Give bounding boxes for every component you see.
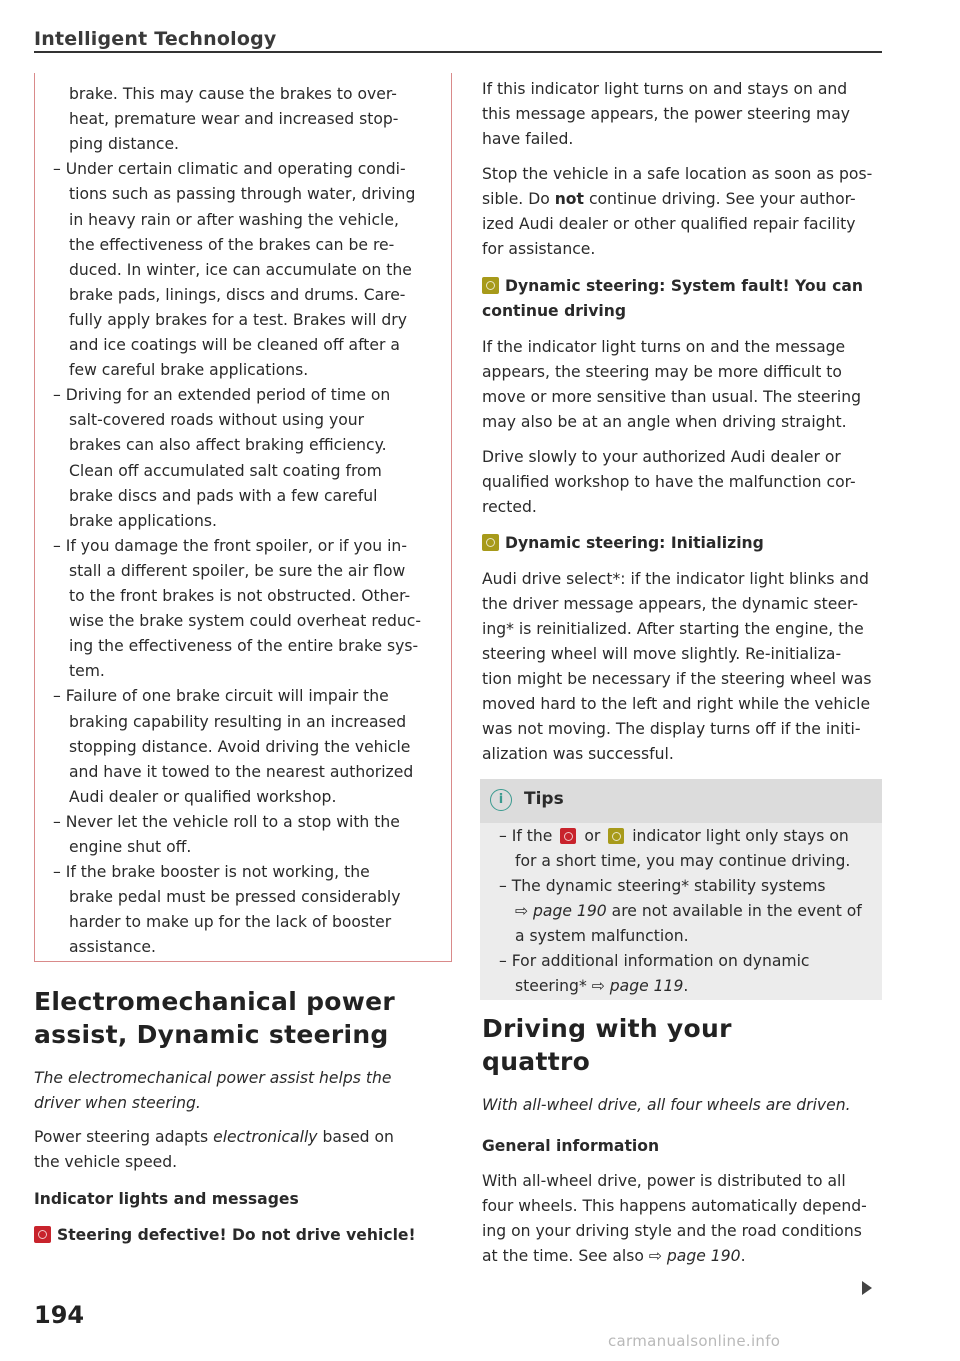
message-text: Dynamic steering: Initializing bbox=[505, 534, 764, 552]
text-run: at the time. See also ⇨ bbox=[482, 1247, 667, 1265]
warning-text-line: brake. This may cause the brakes to over- bbox=[69, 85, 397, 103]
page-reference-link[interactable]: page 119 bbox=[609, 977, 684, 995]
page-number: 194 bbox=[34, 1301, 85, 1329]
text-run: steering* ⇨ bbox=[515, 977, 610, 995]
tip-item bbox=[499, 824, 849, 849]
warning-text-line: Audi dealer or qualified workshop. bbox=[69, 787, 337, 806]
body-text: rected. bbox=[482, 498, 537, 516]
steering-warning-yellow-icon bbox=[608, 828, 624, 844]
warning-text-line: wise the brake system could overheat reduc- bbox=[69, 612, 421, 631]
warning-text-line: brakes can also affect braking efficiency. bbox=[69, 436, 387, 455]
body-text: the vehicle speed. bbox=[34, 1153, 178, 1171]
warning-text-line: and have it towed to the nearest authorized bbox=[69, 762, 414, 781]
body-text: the driver message appears, the dynamic steer- bbox=[482, 595, 859, 613]
message-text: Steering defective! Do not drive vehicle! bbox=[57, 1226, 416, 1244]
section-title: Electromechanical power bbox=[34, 987, 396, 1016]
warning-text-line: engine shut off. bbox=[69, 838, 192, 856]
watermark: carmanualsonline.info bbox=[608, 1332, 781, 1350]
warning-text-line: the effectiveness of the brakes can be re- bbox=[69, 235, 395, 254]
body-text: appears, the steering may be more difficult to bbox=[482, 363, 842, 381]
section-title: Driving with your bbox=[482, 1014, 732, 1043]
message-text-cont: continue driving bbox=[482, 302, 627, 320]
text-run: . bbox=[683, 977, 689, 995]
steering-warning-red-icon bbox=[560, 828, 576, 844]
warning-text-line: brake discs and pads with a few careful bbox=[69, 486, 378, 505]
warning-bullet-line: – If you damage the front spoiler, or if you in- bbox=[53, 536, 407, 555]
message-steering-defective bbox=[34, 1223, 416, 1248]
text-run: are not available in the event of bbox=[606, 902, 862, 920]
body-text: this message appears, the power steering may bbox=[482, 105, 850, 123]
body-text: may also be at an angle when driving straight. bbox=[482, 413, 847, 431]
warning-text-line: few careful brake applications. bbox=[69, 361, 309, 380]
tip-item: – For additional information on dynamic bbox=[499, 952, 810, 970]
warning-text-line: and ice coatings will be cleaned off after a bbox=[69, 336, 400, 354]
body-text bbox=[34, 1125, 394, 1150]
text-run: continue driving. See your author- bbox=[583, 190, 856, 208]
body-text: qualified workshop to have the malfunction cor- bbox=[482, 473, 856, 491]
tip-item-cont: a system malfunction. bbox=[515, 927, 689, 945]
warning-text-line: tem. bbox=[69, 662, 105, 681]
warning-bullet-line: – Under certain climatic and operating condi- bbox=[53, 160, 406, 179]
body-text: If the indicator light turns on and the message bbox=[482, 338, 846, 356]
body-text: With all-wheel drive, power is distributed to all bbox=[482, 1172, 846, 1190]
body-text: steering wheel will move slightly. Re-initializa- bbox=[482, 645, 842, 663]
subheading-indicator-lights: Indicator lights and messages bbox=[34, 1190, 299, 1208]
body-text: tion might be necessary if the steering wheel was bbox=[482, 670, 872, 688]
body-text: for assistance. bbox=[482, 240, 596, 258]
tip-item-cont bbox=[515, 899, 862, 924]
warning-text-line: braking capability resulting in an increased bbox=[69, 712, 407, 731]
triangle-right-icon bbox=[862, 1281, 872, 1295]
tips-header bbox=[480, 779, 882, 823]
warning-text-line: tions such as passing through water, driving bbox=[69, 185, 416, 204]
warning-text-line: assistance. bbox=[69, 938, 156, 957]
warning-box bbox=[34, 73, 452, 962]
section-intro: With all-wheel drive, all four wheels are driven. bbox=[482, 1096, 851, 1114]
warning-text-line: salt-covered roads without using your bbox=[69, 411, 365, 430]
warning-text-line: brake pads, linings, discs and drums. Care- bbox=[69, 285, 406, 304]
body-text: four wheels. This happens automatically depend- bbox=[482, 1197, 867, 1215]
warning-text-line: in heavy rain or after washing the vehicle, bbox=[69, 210, 399, 229]
text-run: . bbox=[740, 1247, 746, 1265]
page-reference-link[interactable]: page 190 bbox=[666, 1247, 741, 1265]
section-intro: The electromechanical power assist helps the bbox=[34, 1069, 392, 1087]
warning-text-line: brake pedal must be pressed considerably bbox=[69, 888, 401, 907]
page-reference-link[interactable]: page 190 bbox=[533, 902, 607, 920]
warning-bullet-line: – Never let the vehicle roll to a stop with the bbox=[53, 812, 400, 831]
message-text: Dynamic steering: System fault! You can bbox=[505, 277, 863, 295]
tip-item: – The dynamic steering* stability systems bbox=[499, 877, 826, 895]
tip-item-cont: for a short time, you may continue driving. bbox=[515, 852, 851, 870]
text-run: based on bbox=[317, 1128, 394, 1146]
message-system-fault bbox=[482, 274, 863, 299]
warning-bullet-line: – If the brake booster is not working, the bbox=[53, 863, 370, 882]
warning-text-line: fully apply brakes for a test. Brakes will dry bbox=[69, 310, 407, 329]
warning-text-line: to the front brakes is not obstructed. Other- bbox=[69, 587, 411, 605]
steering-warning-red-icon bbox=[34, 1226, 51, 1243]
text-run: sible. Do bbox=[482, 190, 555, 208]
body-text: ized Audi dealer or other qualified repair facility bbox=[482, 215, 856, 233]
text-run: or bbox=[579, 827, 606, 845]
warning-text-line: stall a different spoiler, be sure the air flow bbox=[69, 561, 406, 580]
body-text: Audi drive select*: if the indicator light blinks and bbox=[482, 570, 869, 588]
body-text: was not moving. The display turns off if the initi- bbox=[482, 720, 861, 738]
warning-bullet-line: – Failure of one brake circuit will impair the bbox=[53, 687, 389, 706]
body-text: alization was successful. bbox=[482, 745, 674, 763]
warning-text-line: duced. In winter, ice can accumulate on the bbox=[69, 260, 412, 279]
steering-warning-yellow-icon bbox=[482, 534, 499, 551]
body-text: Stop the vehicle in a safe location as soon as pos- bbox=[482, 165, 873, 183]
tips-label: Tips bbox=[524, 789, 564, 809]
message-initializing bbox=[482, 531, 764, 556]
warning-text-line: harder to make up for the lack of booster bbox=[69, 913, 392, 932]
body-text: If this indicator light turns on and stays on and bbox=[482, 80, 848, 98]
warning-text-line: heat, premature wear and increased stop- bbox=[69, 110, 399, 129]
text-run: Power steering adapts bbox=[34, 1128, 214, 1146]
text-run: – If the bbox=[499, 827, 558, 845]
warning-text-line: brake applications. bbox=[69, 511, 217, 530]
warning-text-line: ing the effectiveness of the entire brake sys- bbox=[69, 637, 419, 656]
arrow-ref-icon: ⇨ bbox=[515, 902, 534, 920]
tip-item-cont bbox=[515, 974, 688, 999]
warning-bullet-line: – Driving for an extended period of time on bbox=[53, 386, 391, 405]
body-text bbox=[482, 1244, 746, 1269]
text-run: indicator light only stays on bbox=[627, 827, 849, 845]
warning-text-line: Clean off accumulated salt coating from bbox=[69, 461, 382, 480]
body-text: ing* is reinitialized. After starting the engine, the bbox=[482, 620, 864, 638]
info-icon: i bbox=[490, 789, 512, 811]
section-intro-cont: driver when steering. bbox=[34, 1094, 201, 1112]
section-title-cont: quattro bbox=[482, 1047, 591, 1076]
steering-warning-yellow-icon bbox=[482, 277, 499, 294]
tips-box bbox=[480, 779, 882, 1000]
body-text: move or more sensitive than usual. The steering bbox=[482, 388, 862, 406]
page-header-title: Intelligent Technology bbox=[34, 28, 277, 50]
header-divider bbox=[34, 51, 882, 53]
warning-text-line: ping distance. bbox=[69, 135, 180, 154]
bold-text: not bbox=[554, 190, 584, 208]
body-text: Drive slowly to your authorized Audi dealer or bbox=[482, 448, 841, 466]
warning-text-line: stopping distance. Avoid driving the vehicle bbox=[69, 737, 411, 756]
body-text: moved hard to the left and right while the vehicle bbox=[482, 695, 871, 713]
subheading-general-info: General information bbox=[482, 1137, 660, 1155]
body-text: have failed. bbox=[482, 130, 574, 148]
emphasis-text: electronically bbox=[213, 1128, 318, 1146]
section-title-cont: assist, Dynamic steering bbox=[34, 1020, 389, 1049]
body-text bbox=[482, 187, 856, 212]
body-text: ing on your driving style and the road conditions bbox=[482, 1222, 862, 1240]
